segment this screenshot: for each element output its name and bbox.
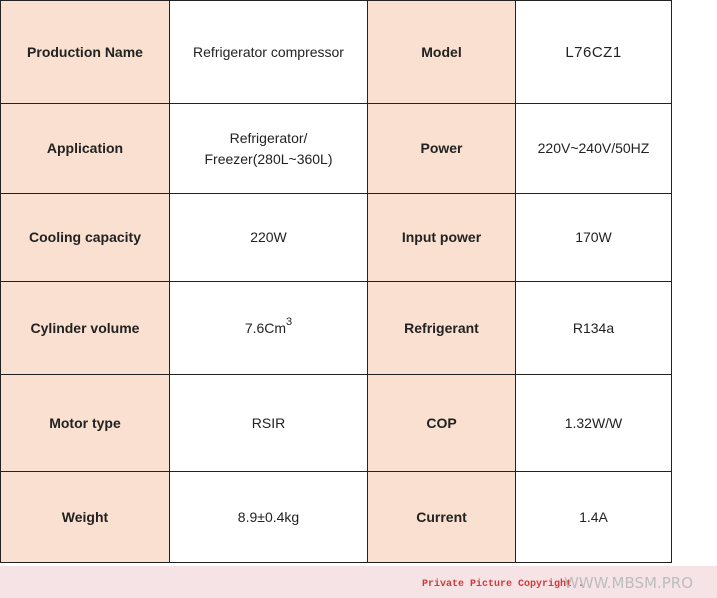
table-row (1, 194, 672, 282)
table-row (1, 375, 672, 472)
table-row (1, 104, 672, 194)
cop-label: COP (368, 375, 516, 472)
table-row (1, 282, 672, 375)
cooling-capacity-label: Cooling capacity (1, 194, 170, 282)
production-name-label: Production Name (1, 1, 170, 104)
power-label: Power (368, 104, 516, 194)
power-value: 220V~240V/50HZ (516, 104, 672, 194)
application-value (170, 104, 368, 194)
application-value-line2: Freezer(280L~360L) (204, 150, 333, 167)
cylinder-volume-superscript: 3 (286, 315, 293, 328)
production-name-value: Refrigerator compressor (170, 1, 368, 104)
application-label: Application (1, 104, 170, 194)
input-power-value: 170W (516, 194, 672, 282)
refrigerant-label: Refrigerant (368, 282, 516, 375)
cooling-capacity-value: 220W (170, 194, 368, 282)
refrigerant-value: R134a (516, 282, 672, 375)
application-value-line1: Refrigerator/ (229, 129, 308, 146)
copyright-label: Private Picture Copyright : (422, 579, 585, 590)
current-value: 1.4A (516, 472, 672, 563)
current-label: Current (368, 472, 516, 563)
copyright-footer (0, 566, 717, 598)
weight-value: 8.9±0.4kg (170, 472, 368, 563)
table-row (1, 1, 672, 104)
model-label: Model (368, 1, 516, 104)
cylinder-volume-number: 7.6Cm (244, 319, 287, 336)
cylinder-volume-value (170, 282, 368, 375)
motor-type-label: Motor type (1, 375, 170, 472)
table-row (1, 472, 672, 563)
model-value: L76CZ1 (516, 1, 672, 104)
weight-label: Weight (1, 472, 170, 563)
site-watermark: WWW.MBSM.PRO (564, 574, 694, 592)
motor-type-value: RSIR (170, 375, 368, 472)
cop-value: 1.32W/W (516, 375, 672, 472)
input-power-label: Input power (368, 194, 516, 282)
cylinder-volume-label: Cylinder volume (1, 282, 170, 375)
